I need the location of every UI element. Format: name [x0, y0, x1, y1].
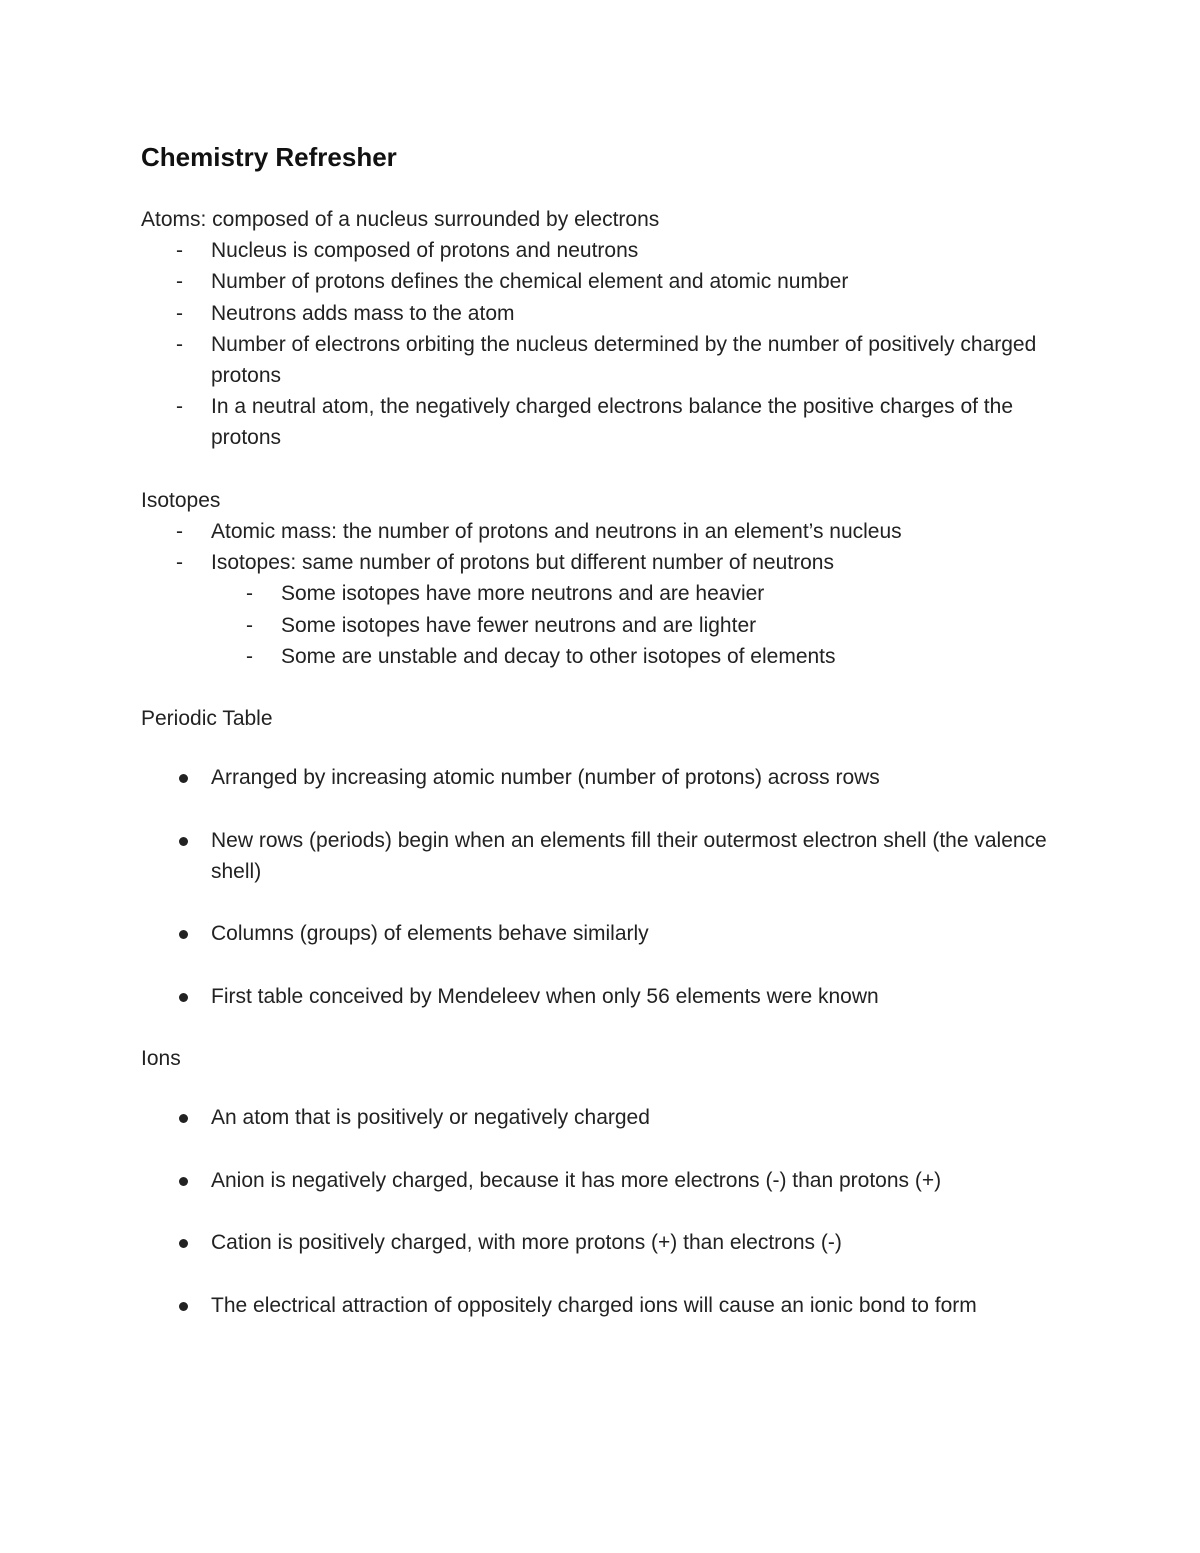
- list-item: [141, 391, 1051, 453]
- list-item: [141, 825, 1051, 887]
- bullet-dot-icon: [179, 1114, 188, 1123]
- dash-marker: -: [246, 582, 253, 606]
- list-item-text: First table conceived by Mendeleev when only 56 elements were known: [211, 984, 879, 1008]
- list-item: [141, 1227, 1051, 1258]
- section-spacer: [141, 454, 1051, 485]
- list-item: [141, 235, 1051, 266]
- dash-marker: -: [246, 613, 253, 637]
- dash-marker: -: [176, 239, 183, 263]
- dash-marker: -: [176, 551, 183, 575]
- list-item-text: Columns (groups) of elements behave similarly: [211, 922, 649, 946]
- list-item-text: Cation is positively charged, with more protons (+) than electrons (-): [211, 1231, 842, 1255]
- section-spacer: [141, 672, 1051, 703]
- list-item-text: Number of electrons orbiting the nucleus determined by the number of positively charged protons: [211, 332, 1037, 388]
- list-item: [141, 516, 1051, 547]
- list-item: [141, 1102, 1051, 1133]
- list-item-text: Arranged by increasing atomic number (number of protons) across rows: [211, 766, 880, 790]
- list-item: [141, 1165, 1051, 1196]
- isotopes-sub-list: [211, 578, 1051, 672]
- list-item: [141, 1290, 1051, 1321]
- list-item: [211, 610, 1051, 641]
- list-item: [141, 298, 1051, 329]
- list-item-text: Neutrons adds mass to the atom: [211, 301, 515, 325]
- bullet-dot-icon: [179, 774, 188, 783]
- dash-marker: -: [176, 270, 183, 294]
- ions-heading: Ions: [141, 1047, 181, 1071]
- dash-marker: -: [176, 395, 183, 419]
- document-title: Chemistry Refresher: [141, 142, 397, 172]
- list-item: [141, 762, 1051, 793]
- list-item-text: Nucleus is composed of protons and neutrons: [211, 239, 639, 263]
- atoms-list: [141, 235, 1051, 453]
- periodic-table-list: [141, 762, 1051, 1012]
- list-item-text: Anion is negatively charged, because it has more electrons (-) than protons (+): [211, 1168, 942, 1192]
- isotopes-list: [141, 516, 1051, 578]
- list-item: [141, 981, 1051, 1012]
- atoms-heading: Atoms: composed of a nucleus surrounded by electrons: [141, 208, 660, 231]
- list-item: [141, 266, 1051, 297]
- dash-marker: -: [176, 520, 183, 544]
- bullet-dot-icon: [179, 1239, 188, 1248]
- bullet-dot-icon: [179, 930, 188, 939]
- list-item-text: In a neutral atom, the negatively charged electrons balance the positive charges of the protons: [211, 395, 1013, 450]
- list-item: [141, 547, 1051, 578]
- list-item: [211, 578, 1051, 609]
- list-item: [141, 918, 1051, 949]
- bullet-dot-icon: [179, 1302, 188, 1311]
- isotopes-heading: Isotopes: [141, 488, 221, 512]
- dash-marker: -: [176, 332, 183, 356]
- list-item-text: Isotopes: same number of protons but different number of neutrons: [211, 551, 834, 575]
- bullet-dot-icon: [179, 1177, 188, 1186]
- list-item: [211, 641, 1051, 672]
- list-item-text: Number of protons defines the chemical element and atomic number: [211, 270, 849, 294]
- list-item-text: Some isotopes have fewer neutrons and are lighter: [281, 613, 757, 637]
- list-item-text: Some are unstable and decay to other isotopes of elements: [281, 644, 836, 668]
- list-item-text: Atomic mass: the number of protons and neutrons in an element’s nucleus: [211, 520, 902, 544]
- list-item-text: New rows (periods) begin when an elements fill their outermost electron shell (the valence shell): [211, 828, 1047, 884]
- dash-marker: -: [246, 644, 253, 668]
- list-item-text: The electrical attraction of oppositely charged ions will cause an ionic bond to form: [211, 1293, 977, 1317]
- bullet-dot-icon: [179, 837, 188, 846]
- dash-marker: -: [176, 301, 183, 325]
- list-item: [141, 329, 1051, 391]
- list-item-text: An atom that is positively or negatively charged: [211, 1106, 650, 1130]
- document-page: [141, 140, 1051, 1352]
- section-spacer: [141, 734, 1051, 762]
- list-item-text: Some isotopes have more neutrons and are heavier: [281, 582, 765, 606]
- section-spacer: [141, 1074, 1051, 1102]
- periodic-table-heading: Periodic Table: [141, 707, 273, 731]
- bullet-dot-icon: [179, 993, 188, 1002]
- ions-list: [141, 1102, 1051, 1320]
